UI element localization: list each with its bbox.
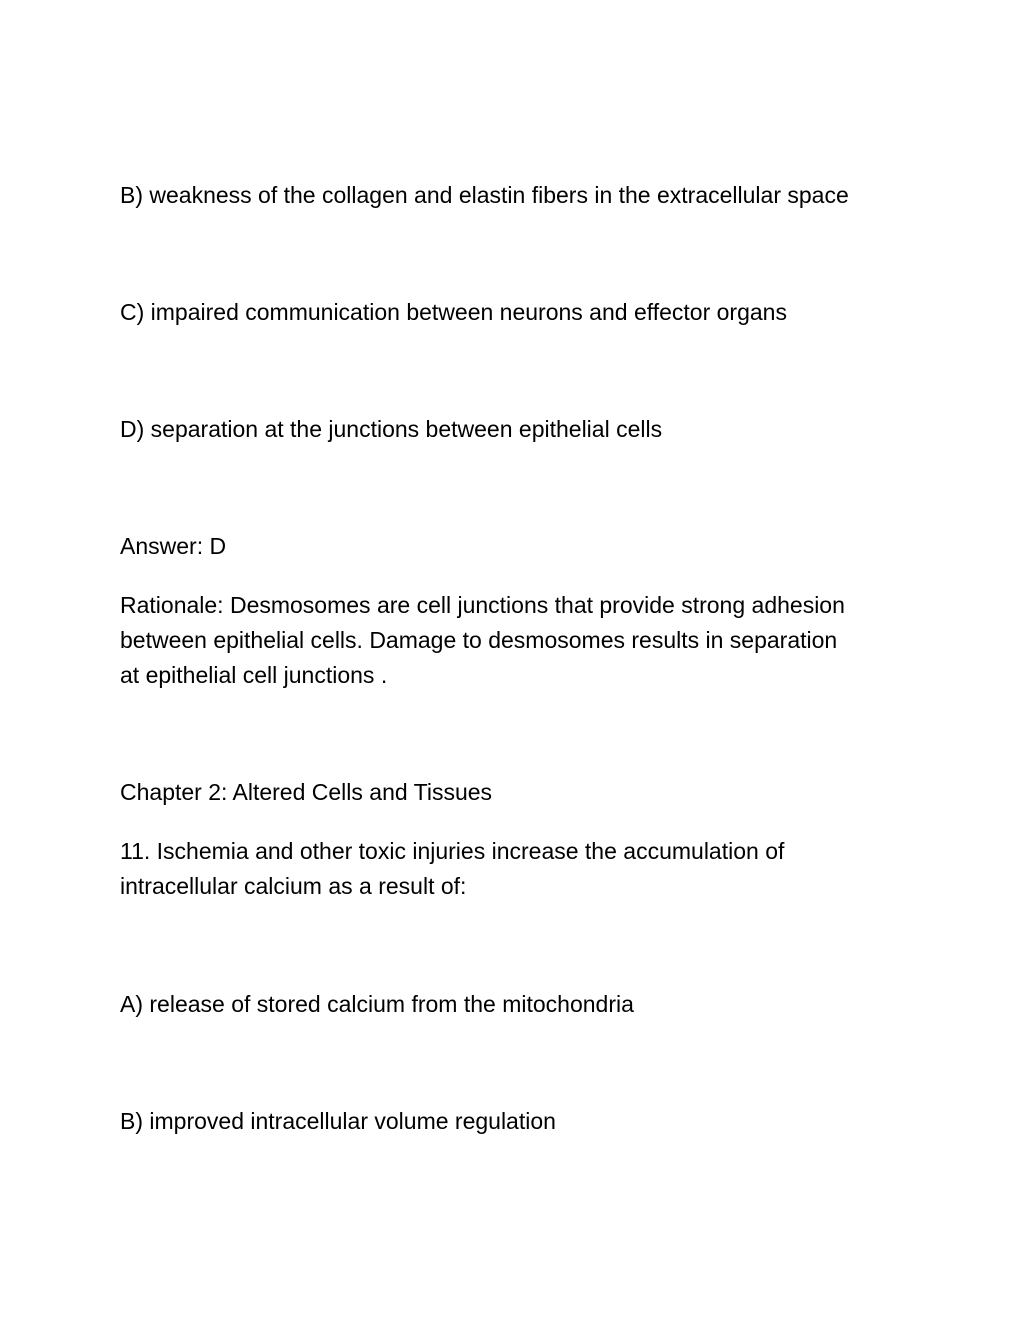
option-b-text: B) weakness of the collagen and elastin fibers in the extracellular space (120, 182, 849, 208)
chapter-heading: Chapter 2: Altered Cells and Tissues (120, 779, 493, 805)
option-b-text: B) improved intracellular volume regulation (120, 1108, 556, 1134)
option-a-text: A) release of stored calcium from the mitochondria (120, 991, 634, 1017)
rationale-paragraph (120, 588, 910, 693)
rationale-line: at epithelial cell junctions . (120, 662, 388, 688)
rationale-line: between epithelial cells. Damage to desmosomes results in separation (120, 627, 838, 653)
answer-text: Answer: D (120, 533, 227, 559)
question-11-stem (120, 834, 910, 904)
question-stem-line: intracellular calcium as a result of: (120, 873, 467, 899)
question-stem-line: 11. Ischemia and other toxic injuries increase the accumulation of (120, 838, 785, 864)
rationale-line: Rationale: Desmosomes are cell junctions that provide strong adhesion (120, 592, 845, 618)
option-c-text: C) impaired communication between neurons and effector organs (120, 299, 787, 325)
option-d-text: D) separation at the junctions between epithelial cells (120, 416, 663, 442)
